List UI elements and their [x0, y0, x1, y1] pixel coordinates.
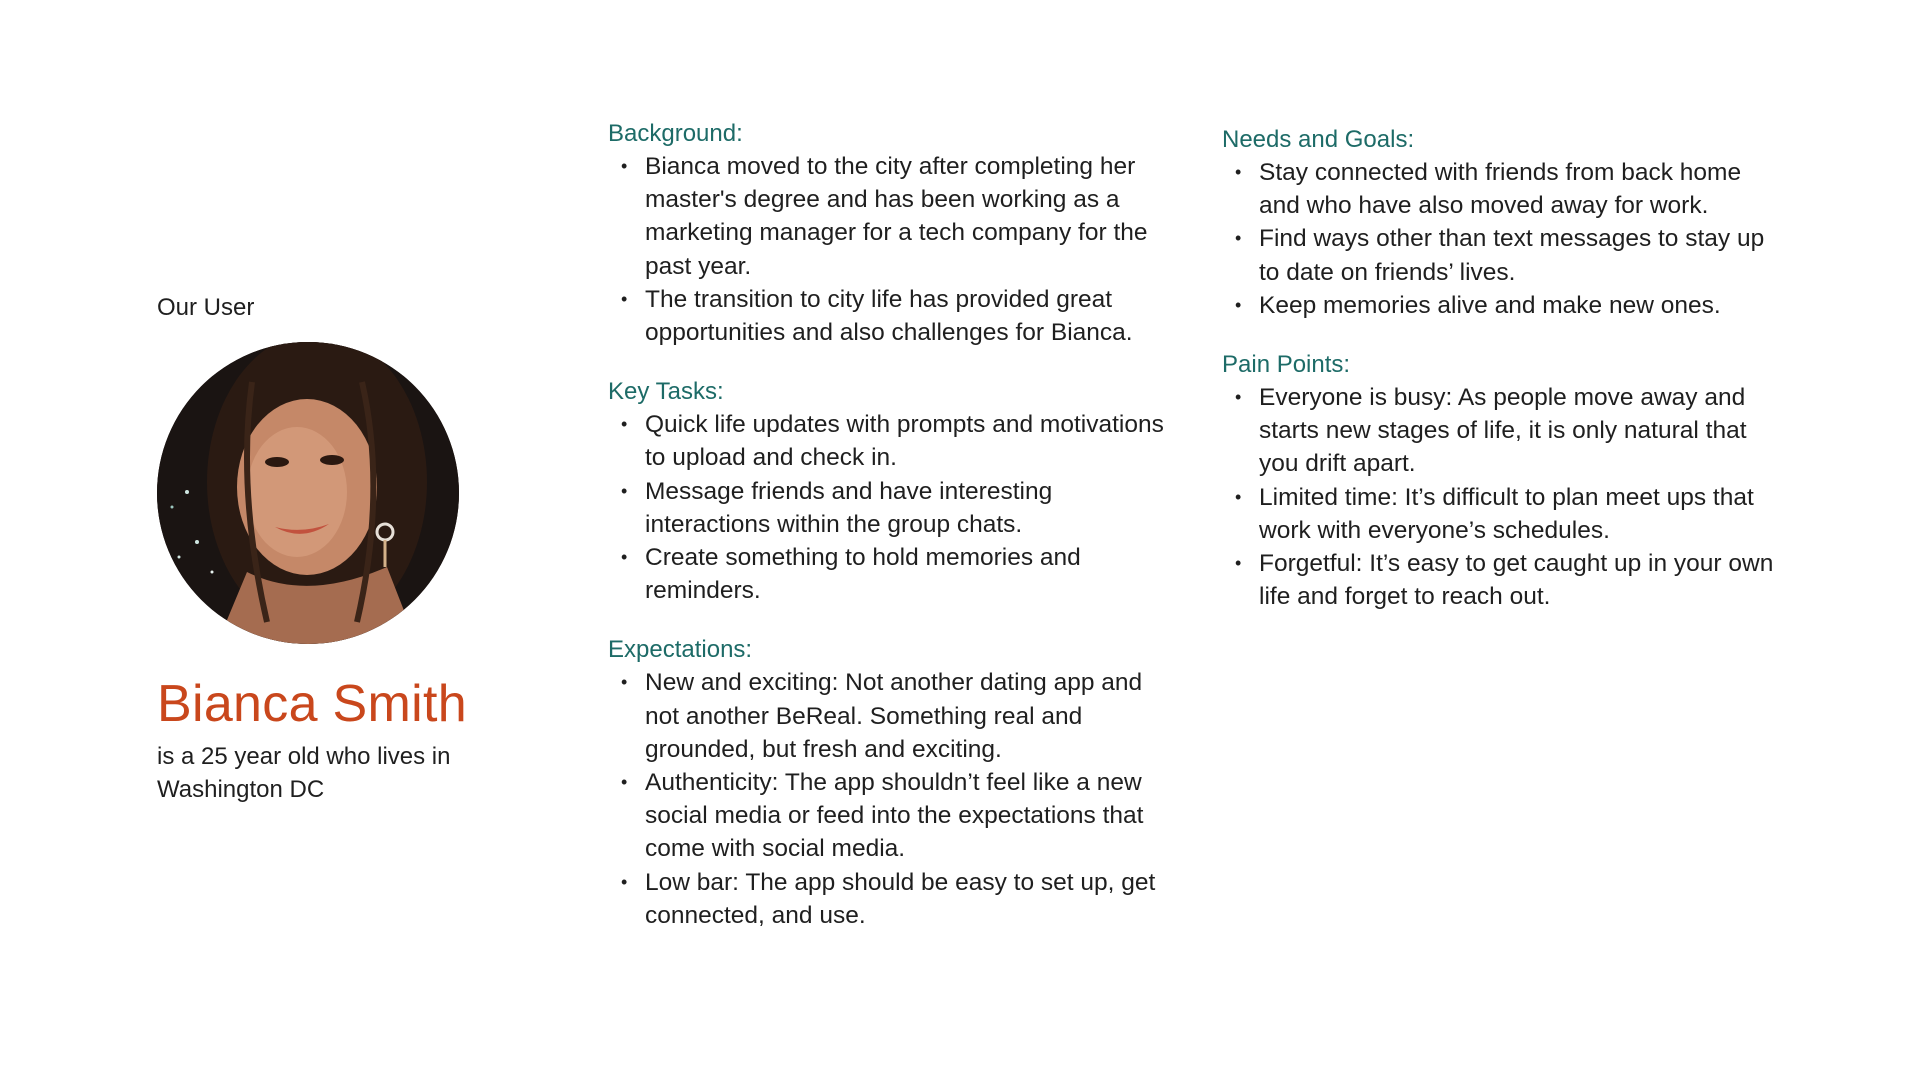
bullet-icon: •: [1235, 228, 1242, 249]
background-list: [608, 150, 1168, 349]
bullet-icon: •: [621, 414, 628, 435]
list-item-text: Bianca moved to the city after completing her master's degree and has been working as a marketing manager for a tech company for the past year.: [645, 153, 1148, 280]
bullet-icon: •: [621, 772, 628, 793]
list-item-text: Quick life updates with prompts and motivations to upload and check in.: [645, 411, 1164, 472]
user-portrait-icon: [157, 342, 459, 644]
bullet-icon: •: [1235, 294, 1242, 315]
bullet-icon: •: [621, 672, 628, 693]
list-item-text: Keep memories alive and make new ones.: [1259, 291, 1721, 319]
bullet-icon: •: [621, 288, 628, 309]
list-item-text: Low bar: The app should be easy to set up, get connected, and use.: [645, 868, 1156, 929]
section-title-pain-points: Pain Points:: [1222, 351, 1351, 379]
persona-middle-column: [608, 118, 1168, 959]
section-title-key-tasks: Key Tasks:: [608, 378, 724, 406]
list-item: [608, 541, 1168, 607]
list-item: [608, 408, 1168, 474]
expectations-list: [608, 666, 1168, 932]
section-key-tasks: [608, 376, 1168, 607]
list-item: [1222, 289, 1782, 322]
persona-name: Bianca Smith: [157, 675, 467, 733]
pain-points-list: [1222, 381, 1782, 613]
list-item-text: New and exciting: Not another dating app and not another BeReal. Something real and grounded, but fresh and exciting.: [645, 669, 1143, 763]
list-item: [608, 766, 1168, 866]
section-title-background: Background:: [608, 120, 743, 147]
list-item: [608, 150, 1168, 283]
section-title-needs-goals: Needs and Goals:: [1222, 126, 1415, 153]
section-needs-goals: [1222, 124, 1782, 322]
bullet-icon: •: [1235, 486, 1242, 507]
bullet-icon: •: [1235, 387, 1242, 408]
list-item: [1222, 156, 1782, 222]
bullet-icon: •: [621, 871, 628, 892]
bullet-icon: •: [621, 480, 628, 501]
list-item: [608, 475, 1168, 541]
list-item-text: Limited time: It’s difficult to plan meet ups that work with everyone’s schedules.: [1259, 483, 1754, 544]
section-expectations: [608, 634, 1168, 932]
list-item-text: Authenticity: The app shouldn’t feel like a new social media or feed into the expectations that come with social media.: [645, 769, 1144, 863]
section-title-expectations: Expectations:: [608, 636, 753, 664]
list-item-text: Stay connected with friends from back home and who have also moved away for work.: [1259, 159, 1742, 220]
persona-heading: Our User: [157, 294, 255, 321]
list-item-text: Forgetful: It’s easy to get caught up in your own life and forget to reach out.: [1259, 550, 1774, 611]
list-item-text: The transition to city life has provided great opportunities and also challenges for Bianca.: [645, 285, 1133, 347]
section-pain-points: [1222, 349, 1782, 613]
list-item: [608, 866, 1168, 932]
bullet-icon: •: [1235, 553, 1242, 574]
list-item: [1222, 547, 1782, 613]
list-item: [1222, 222, 1782, 288]
list-item: [608, 283, 1168, 349]
persona-card: [157, 292, 557, 806]
list-item-text: Find ways other than text messages to stay up to date on friends’ lives.: [1259, 225, 1765, 286]
section-background: [608, 118, 1168, 349]
bullet-icon: •: [621, 156, 628, 176]
key-tasks-list: [608, 408, 1168, 607]
list-item-text: Create something to hold memories and reminders.: [645, 544, 1081, 605]
list-item-text: Message friends and have interesting interactions within the group chats.: [645, 477, 1053, 538]
persona-description: is a 25 year old who lives in Washington DC: [157, 743, 451, 803]
bullet-icon: •: [1235, 162, 1242, 182]
persona-right-column: [1222, 124, 1782, 640]
needs-goals-list: [1222, 156, 1782, 322]
bullet-icon: •: [621, 547, 628, 568]
list-item: [1222, 381, 1782, 481]
list-item: [1222, 481, 1782, 547]
list-item: [608, 666, 1168, 766]
list-item-text: Everyone is busy: As people move away and starts new stages of life, it is only natural that you drift apart.: [1259, 384, 1747, 478]
